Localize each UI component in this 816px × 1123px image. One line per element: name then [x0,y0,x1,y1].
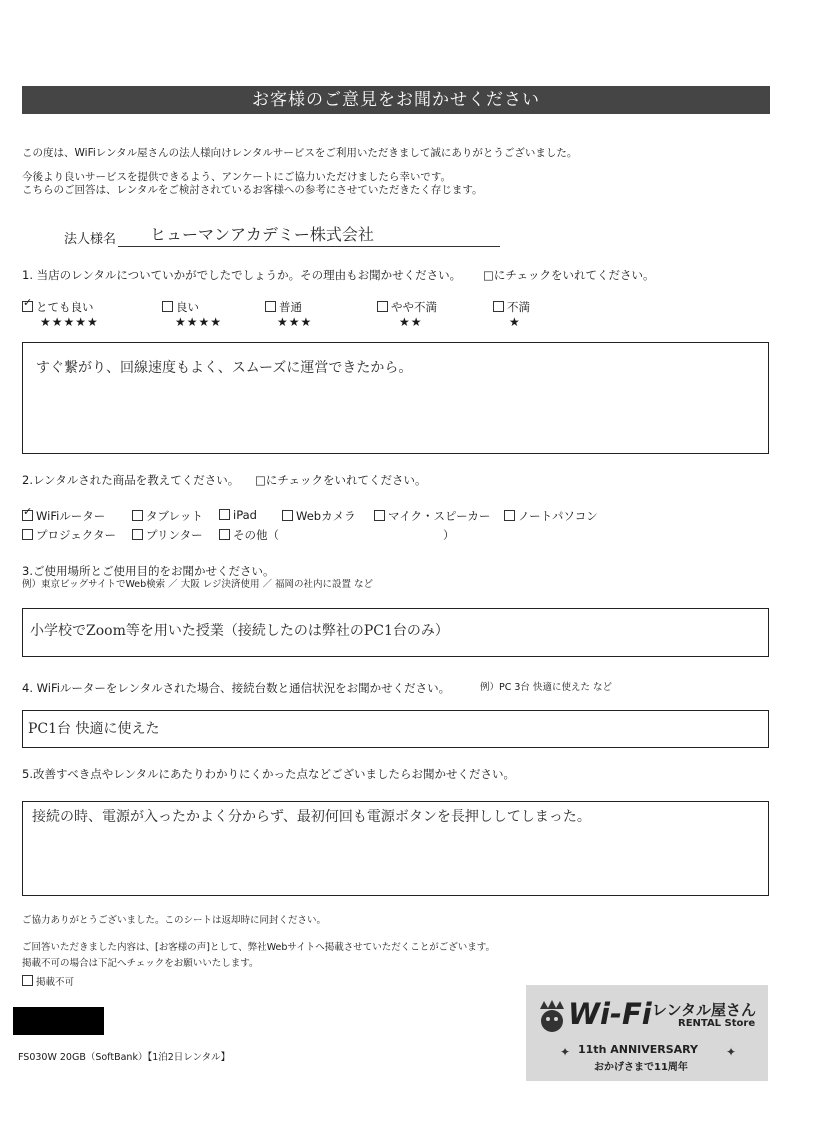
q2-option-mic-speaker[interactable]: マイク・スピーカー [374,508,490,524]
checkbox-icon[interactable] [22,529,33,540]
q2-option-ipad[interactable]: iPad [219,508,257,522]
q4-example: 例）PC 3台 快適に使えた など [480,682,612,693]
logo-anniversary-text: 11th ANNIVERSARY [578,1043,699,1056]
brand-logo [526,985,768,1081]
q1-option-good[interactable]: 良い [162,299,199,315]
q4-question: 4. WiFiルーターをレンタルされた場合、接続台数と通信状況をお聞かせください。 [22,681,451,695]
checkbox-icon[interactable] [282,510,293,521]
q3-answer-text: 小学校でZoom等を用いた授業（接続したのは弊社のPC1台のみ） [30,623,449,639]
logo-wifi-text: Wi-Fi [568,997,652,1031]
q2-option-wifi-router[interactable]: ✓WiFiルーター [22,508,105,524]
redacted-block [13,1007,104,1035]
intro-line-2: 今後より良いサービスを提供できるよう、アンケートにご協力いただけましたら幸いです。 [22,171,452,183]
checkbox-icon[interactable] [377,301,388,312]
q1-option-slightly-dissatisfied[interactable]: やや不満 [377,299,437,315]
q1-stars-1: ★ [509,315,521,329]
q2-option-other[interactable]: その他（ [219,527,279,543]
logo-thanks-text: おかげさまで11周年 [594,1062,688,1073]
q3-question: 3.ご使用場所とご使用目的をお聞かせください。 [22,564,275,578]
intro-line-1: この度は、WiFiレンタル屋さんの法人様向けレンタルサービスをご利用いただきまして誠にありがとうございました。 [22,147,578,159]
q2-option-laptop[interactable]: ノートパソコン [504,508,598,524]
q1-option-very-good[interactable]: ✓とても良い [22,299,94,315]
q2-other-close: ） [443,528,455,542]
q4-answer-text: PC1台 快適に使えた [28,721,160,737]
no-publish-option[interactable]: 掲載不可 [22,975,74,990]
q1-stars-3: ★★★ [277,315,313,329]
q3-example: 例）東京ビッグサイトでWeb検索 ／ 大阪 レジ決済使用 ／ 福岡の社内に設置 など [22,579,374,590]
intro-line-3: こちらのご回答は、レンタルをご検討されているお客様への参考にさせていただきたく存じます。 [22,184,483,196]
q2-option-tablet[interactable]: タブレット [132,508,203,524]
page-title: お客様のご意見をお聞かせください [22,86,770,114]
company-name-field[interactable]: ヒューマンアカデミー株式会社 [150,225,374,244]
q1-option-normal[interactable]: 普通 [265,299,302,315]
q2-option-printer[interactable]: プリンター [132,527,203,543]
q1-option-dissatisfied[interactable]: 不満 [493,299,530,315]
checkbox-icon[interactable] [504,510,515,521]
checkbox-icon[interactable] [132,529,143,540]
checkbox-icon[interactable] [162,301,173,312]
logo-rental-text: レンタル屋さん [652,1001,757,1019]
checkbox-checked-icon[interactable] [22,301,33,312]
checkbox-icon[interactable] [265,301,276,312]
mascot-icon [536,999,568,1033]
footer-note-2: 掲載不可の場合は下記へチェックをお願いいたします。 [22,958,259,969]
q2-question: 2.レンタルされた商品を教えてください。 [22,473,240,487]
checkbox-icon[interactable] [22,975,33,986]
checkbox-icon[interactable] [219,509,230,520]
logo-store-text: RENTAL Store [678,1018,756,1029]
q1-stars-5: ★★★★★ [40,315,99,329]
q2-option-projector[interactable]: プロジェクター [22,527,116,543]
footer-thanks: ご協力ありがとうございました。このシートは返却時に同封ください。 [22,915,327,926]
q5-answer-text: 接続の時、電源が入ったかよく分からず、最初何回も電源ボタンを長押ししてしまった。 [32,809,591,825]
q2-hint: □にチェックをいれてください。 [255,473,427,487]
sparkle-icon: ✦ [726,1045,737,1059]
q1-stars-2: ★★ [399,315,423,329]
q5-question: 5.改善すべき点やレンタルにあたりわかりにくかった点などございましたらお聞かせください。 [22,767,515,781]
q1-hint: □にチェックをいれてください。 [483,268,655,282]
q2-option-webcam[interactable]: Webカメラ [282,508,356,524]
checkbox-icon[interactable] [132,510,143,521]
product-info: FS030W 20GB（SoftBank）【1泊2日レンタル】 [18,1052,231,1063]
checkbox-icon[interactable] [493,301,504,312]
q1-question: 1. 当店のレンタルについていかがでしたでしょうか。その理由もお聞かせください。 [22,268,462,282]
checkbox-checked-icon[interactable] [22,510,33,521]
footer-note-1: ご回答いただきました内容は、[お客様の声]として、弊社Webサイトへ掲載させていただくことがございます。 [22,942,496,953]
company-label: 法人様名 [64,232,117,247]
company-underline [118,246,500,247]
q1-stars-4: ★★★★ [175,315,223,329]
checkbox-icon[interactable] [219,529,230,540]
sparkle-icon: ✦ [560,1045,571,1059]
checkbox-icon[interactable] [374,510,385,521]
q1-answer-text: すぐ繋がり、回線速度もよく、スムーズに運営できたから。 [36,360,413,376]
